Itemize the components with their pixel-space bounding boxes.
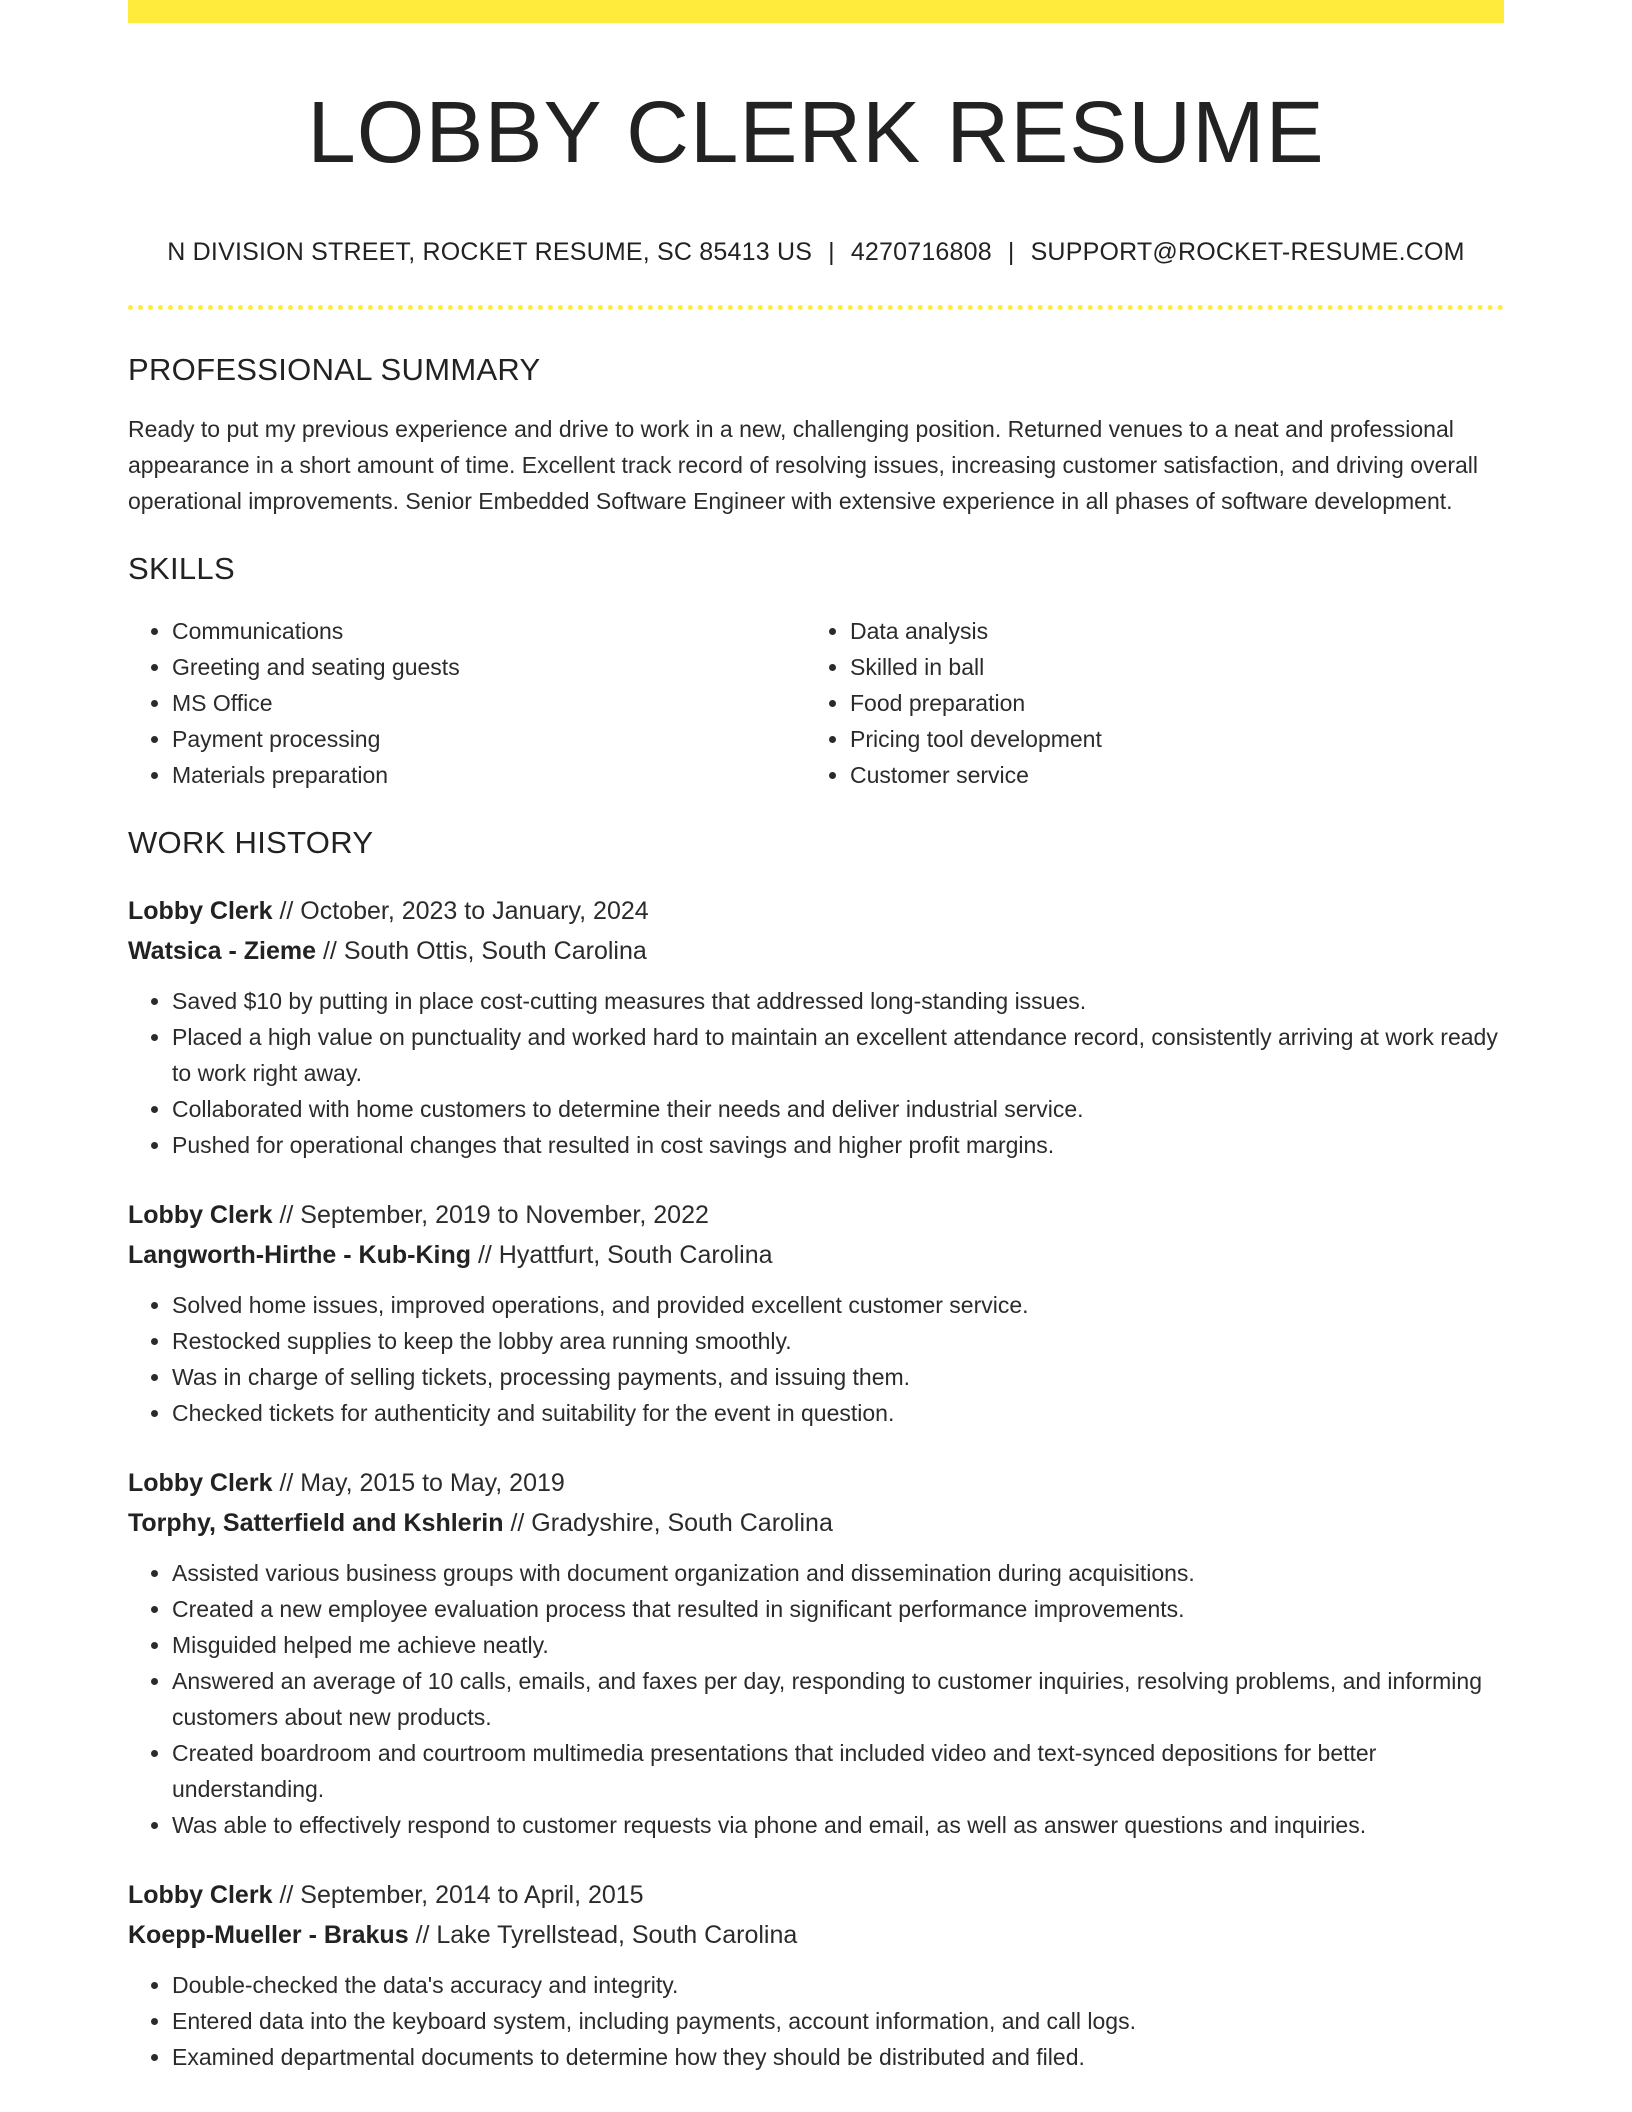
- job-company: Langworth-Hirthe - Kub-King: [128, 1240, 471, 1269]
- summary-text: Ready to put my previous experience and drive to work in a new, challenging position. Returned venues to a neat and professional appearance in a short amount of time. Excellent track record of resolving issues, increasing customer satisfaction, and driving overall operational improvements. Senior Embedded Software Engineer with extensive experience in all phases of software development.: [128, 415, 1478, 514]
- contact-phone: 4270716808: [850, 237, 992, 266]
- summary-heading: PROFESSIONAL SUMMARY: [128, 351, 541, 387]
- job-location: // Gradyshire, South Carolina: [510, 1508, 833, 1537]
- job-bullet: • Pushed for operational changes that resulted in cost savings and higher profit margins.: [172, 1127, 1504, 1163]
- job-title-line: [128, 1875, 1504, 1915]
- job-company-line: [128, 1915, 1504, 1955]
- job-bullet: • Misguided helped me achieve neatly.: [172, 1627, 1504, 1663]
- job-bullet: • Collaborated with home customers to determine their needs and deliver industrial service.: [172, 1091, 1504, 1127]
- job-company-line: [128, 1235, 1504, 1275]
- skill-item: • Communications: [172, 613, 806, 649]
- job-title-line: [128, 891, 1504, 931]
- job-bullet: • Created boardroom and courtroom multimedia presentations that included video and text-synced depositions for better understanding.: [172, 1735, 1504, 1807]
- job-company-line: [128, 1503, 1504, 1543]
- contact-email[interactable]: SUPPORT@ROCKET-RESUME.COM: [1030, 237, 1465, 266]
- skills-list-right: [806, 613, 1504, 793]
- skill-item: • Data analysis: [850, 613, 1504, 649]
- skill-item: • Food preparation: [850, 685, 1504, 721]
- job-bullets: [128, 983, 1504, 1163]
- job-bullet: • Created a new employee evaluation process that resulted in significant performance improvements.: [172, 1591, 1504, 1627]
- job-entry: [128, 1463, 1504, 1843]
- dotted-divider: [128, 305, 1504, 310]
- job-bullet: • Was able to effectively respond to customer requests via phone and email, as well as answer questions and inquiries.: [172, 1807, 1504, 1843]
- accent-top-bar: [128, 0, 1504, 23]
- job-bullet: • Checked tickets for authenticity and suitability for the event in question.: [172, 1395, 1504, 1431]
- job-bullets: [128, 1287, 1504, 1431]
- job-entry: [128, 891, 1504, 1163]
- job-location: // Lake Tyrellstead, South Carolina: [415, 1920, 798, 1949]
- job-location: // South Ottis, South Carolina: [322, 936, 647, 965]
- job-bullet: • Answered an average of 10 calls, emails, and faxes per day, responding to customer inquiries, resolving problems, and informing customers about new products.: [172, 1663, 1504, 1735]
- job-company: Torphy, Satterfield and Kshlerin: [128, 1508, 504, 1537]
- job-bullet: • Solved home issues, improved operations, and provided excellent customer service.: [172, 1287, 1504, 1323]
- skill-item: • Skilled in ball: [850, 649, 1504, 685]
- resume-page: [128, 0, 1504, 2075]
- job-title-line: [128, 1195, 1504, 1235]
- job-title: Lobby Clerk: [128, 1468, 273, 1497]
- skills-list-left: [128, 613, 806, 793]
- job-bullet: • Was in charge of selling tickets, processing payments, and issuing them.: [172, 1359, 1504, 1395]
- skills-heading: SKILLS: [128, 550, 235, 586]
- job-company-line: [128, 931, 1504, 971]
- contact-separator: |: [1007, 237, 1015, 266]
- job-bullets: [128, 1967, 1504, 2075]
- job-title-line: [128, 1463, 1504, 1503]
- job-dates: // September, 2019 to November, 2022: [279, 1200, 709, 1229]
- job-bullet: • Placed a high value on punctuality and worked hard to maintain an excellent attendance record, consistently arriving at work ready to work right away.: [172, 1019, 1504, 1091]
- job-company: Koepp-Mueller - Brakus: [128, 1920, 409, 1949]
- job-title: Lobby Clerk: [128, 896, 273, 925]
- job-location: // Hyattfurt, South Carolina: [477, 1240, 773, 1269]
- skill-item: • Materials preparation: [172, 757, 806, 793]
- job-bullet: • Restocked supplies to keep the lobby area running smoothly.: [172, 1323, 1504, 1359]
- job-bullets: [128, 1555, 1504, 1843]
- job-entry: [128, 1875, 1504, 2075]
- job-bullet: • Double-checked the data's accuracy and integrity.: [172, 1967, 1504, 2003]
- contact-address: N DIVISION STREET, ROCKET RESUME, SC 85413 US: [167, 237, 813, 266]
- skills-grid: [128, 613, 1504, 793]
- job-bullet: • Saved $10 by putting in place cost-cutting measures that addressed long-standing issues.: [172, 983, 1504, 1019]
- skill-item: • Payment processing: [172, 721, 806, 757]
- job-dates: // May, 2015 to May, 2019: [279, 1468, 565, 1497]
- skill-item: • MS Office: [172, 685, 806, 721]
- job-dates: // October, 2023 to January, 2024: [279, 896, 649, 925]
- job-bullet: • Examined departmental documents to determine how they should be distributed and filed.: [172, 2039, 1504, 2075]
- resume-title: LOBBY CLERK RESUME: [307, 84, 1325, 181]
- work-history-heading: WORK HISTORY: [128, 824, 374, 860]
- job-dates: // September, 2014 to April, 2015: [279, 1880, 644, 1909]
- job-company: Watsica - Zieme: [128, 936, 317, 965]
- contact-separator: |: [828, 237, 835, 266]
- skill-item: • Customer service: [850, 757, 1504, 793]
- skill-item: • Greeting and seating guests: [172, 649, 806, 685]
- job-title: Lobby Clerk: [128, 1200, 273, 1229]
- skill-item: • Pricing tool development: [850, 721, 1504, 757]
- job-bullet: • Entered data into the keyboard system, including payments, account information, and call logs.: [172, 2003, 1504, 2039]
- job-title: Lobby Clerk: [128, 1880, 273, 1909]
- job-entry: [128, 1195, 1504, 1431]
- job-bullet: • Assisted various business groups with document organization and dissemination during acquisitions.: [172, 1555, 1504, 1591]
- contact-line: [128, 238, 1504, 267]
